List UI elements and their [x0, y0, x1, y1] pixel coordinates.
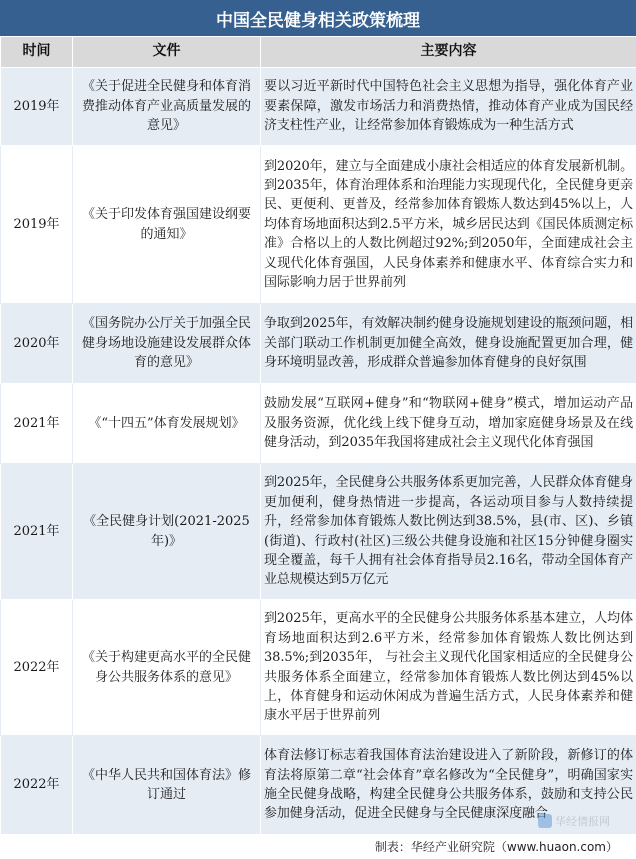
row-document: 《关于印发体育强国建设纲要的通知》: [73, 146, 261, 304]
row-year: 2021年: [1, 384, 73, 464]
row-document: 《国务院办公厅关于加强全民健身场地设施建设发展群众体育的意见》: [73, 304, 261, 384]
watermark-text: 华经情报网: [555, 815, 610, 828]
row-document: 《“十四五”体育发展规划》: [73, 384, 261, 464]
row-content: 到2020年，建立与全面建成小康社会相适应的体育发展新机制。到2035年，体育治理体系和治理能力实现现代化，全民健身更亲民、更便利、更普及，经常参加体育锻炼人数达到45%以上，人均体育场地面积达到2.5平方米，城乡居民达到《国民体质测定标准》合格以上的人数比例超过92%;到2050年，全面建成社会主义现代化体育强国，人民身体素养和健康水平、体育综合实力和国际影响力居于世界前列: [261, 146, 636, 304]
table-header-row: [1, 37, 636, 68]
row-content: 争取到2025年，有效解决制约健身设施规划建设的瓶颈问题，相关部门联动工作机制更加健全高效，健身设施配置更加合理，健身环境明显改善，形成群众普遍参加体育健身的良好氛围: [261, 304, 636, 384]
source-footer: 制表：华经产业研究院（www.huaon.com）: [374, 839, 618, 854]
row-year: 2021年: [1, 464, 73, 600]
row-content: 要以习近平新时代中国特色社会主义思想为指导，强化体育产业要素保障，激发市场活力和消费热情，推动体育产业成为国民经济支柱性产业，让经常参加体育锻炼成为一种生活方式: [261, 68, 636, 146]
table-row: [1, 464, 636, 600]
row-content: 到2025年，更高水平的全民健身公共服务体系基本建立，人均体育场地面积达到2.6平方米，经常参加体育锻炼人数比例达到38.5%;到2035年， 与社会主义现代化国家相适应的全民健身公共服务体系全面建立，经常参加体育锻炼人数比例达到45%以上，体育健身和运动休闲成为普遍生活方式，人民身体素养和健康水平居于世界前列: [261, 600, 636, 736]
table-row: [1, 146, 636, 304]
header-content: 主要内容: [261, 37, 636, 68]
row-year: 2019年: [1, 68, 73, 146]
row-content: 鼓励发展“互联网+健身”和“物联网+健身”模式，增加运动产品及服务资源，优化线上线下健身互动，增加家庭健身场景及在线健身活动，到2035年我国将建成社会主义现代化体育强国: [261, 384, 636, 464]
row-document: 《中华人民共和国体育法》修订通过: [73, 736, 261, 835]
header-document: 文件: [73, 37, 261, 68]
watermark-logo-icon: [538, 814, 552, 828]
row-year: 2022年: [1, 736, 73, 835]
row-year: 2019年: [1, 146, 73, 304]
row-year: 2020年: [1, 304, 73, 384]
row-document: 《全民健身计划(2021-2025年)》: [73, 464, 261, 600]
row-document: 《关于促进全民健身和体育消费推动体育产业高质量发展的意见》: [73, 68, 261, 146]
page-title: 中国全民健身相关政策梳理: [0, 0, 636, 36]
table-row: [1, 68, 636, 146]
table-row: [1, 384, 636, 464]
row-year: 2022年: [1, 600, 73, 736]
row-document: 《关于构建更高水平的全民健身公共服务体系的意见》: [73, 600, 261, 736]
policy-table: [0, 36, 636, 835]
row-content: 到2025年，全民健身公共服务体系更加完善，人民群众体育健身更加便利，健身热情进一步提高，各运动项目参与人数持续提升，经常参加体育锻炼人数比例达到38.5%，县(市、区)、乡镇(街道)、行政村(社区)三级公共健身设施和社区15分钟健身圈实现全覆盖，每千人拥有社会体育指导员2.16名，带动全国体育产业总规模达到5万亿元: [261, 464, 636, 600]
row-content: 体育法修订标志着我国体育法治建设进入了新阶段，新修订的体育法将原第二章“社会体育”章名修改为“全民健身”，明确国家实施全民健身战略，构建全民健身公共服务体系，鼓励和支持公民参加健身活动，促进全民健身与全民健康深度融合: [261, 736, 636, 835]
table-row: [1, 304, 636, 384]
watermark: [538, 813, 610, 829]
header-year: 时间: [1, 37, 73, 68]
table-row: [1, 600, 636, 736]
